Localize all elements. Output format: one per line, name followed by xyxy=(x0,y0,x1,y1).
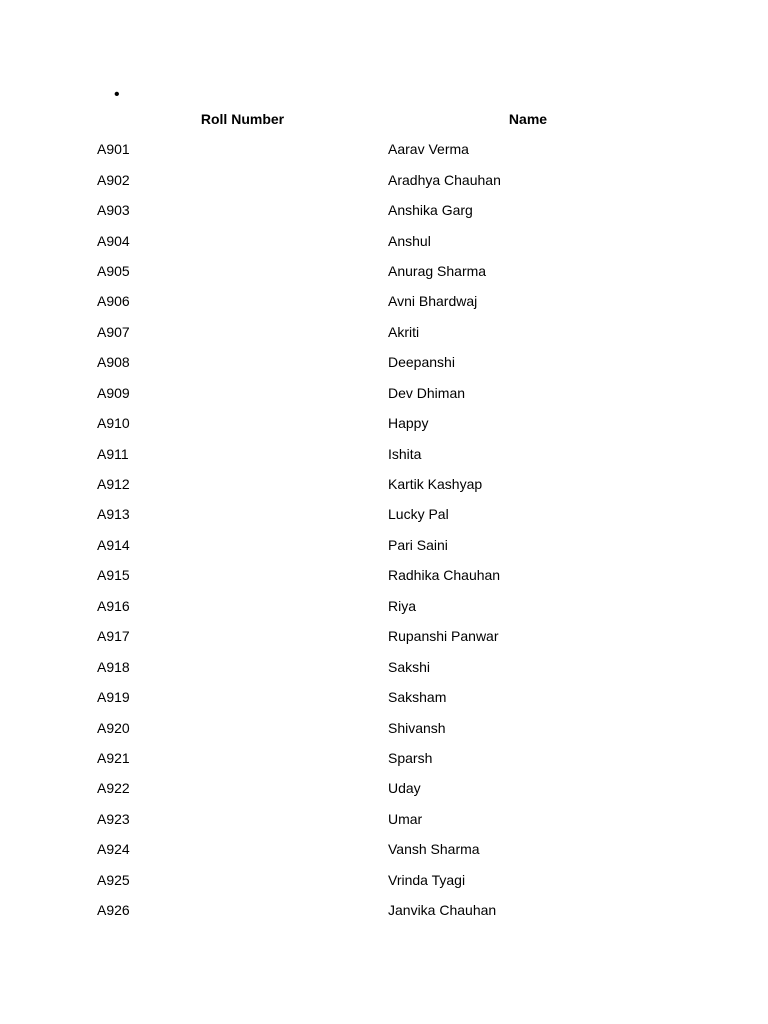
roll-number-cell: A912 xyxy=(97,476,130,493)
roll-number-cell: A907 xyxy=(97,323,130,340)
table-row xyxy=(97,378,668,408)
roll-number-cell: A924 xyxy=(97,841,130,858)
roll-number-cell: A914 xyxy=(97,536,130,553)
name-cell: Sakshi xyxy=(388,658,431,675)
name-cell: Anurag Sharma xyxy=(388,262,487,279)
roll-number-header: Roll Number xyxy=(200,110,285,127)
table-row xyxy=(97,225,668,255)
table-row xyxy=(97,347,668,377)
table-row xyxy=(97,469,668,499)
name-cell: Avni Bhardwaj xyxy=(388,293,478,310)
roster-table xyxy=(97,103,668,925)
name-cell: Uday xyxy=(388,780,421,797)
roll-number-cell: A920 xyxy=(97,719,130,736)
roll-number-cell: A923 xyxy=(97,810,130,827)
table-row xyxy=(97,530,668,560)
roll-number-cell: A908 xyxy=(97,354,130,371)
name-cell: Sparsh xyxy=(388,749,433,766)
table-row xyxy=(97,895,668,925)
roll-number-cell: A904 xyxy=(97,232,130,249)
table-row xyxy=(97,712,668,742)
roll-number-cell: A905 xyxy=(97,262,130,279)
roll-number-cell: A918 xyxy=(97,658,130,675)
roll-number-cell: A901 xyxy=(97,141,130,158)
table-row xyxy=(97,591,668,621)
table-row xyxy=(97,682,668,712)
roll-number-cell: A911 xyxy=(97,445,129,462)
table-row xyxy=(97,804,668,834)
name-cell: Akriti xyxy=(388,323,420,340)
roll-number-cell: A919 xyxy=(97,689,130,706)
name-cell: Shivansh xyxy=(388,719,446,736)
table-row xyxy=(97,865,668,895)
roll-number-cell: A902 xyxy=(97,171,130,188)
roll-number-cell: A916 xyxy=(97,597,130,614)
table-row xyxy=(97,164,668,194)
name-cell: Vansh Sharma xyxy=(388,841,480,858)
table-row xyxy=(97,438,668,468)
name-cell: Happy xyxy=(388,415,429,432)
name-cell: Aarav Verma xyxy=(388,141,469,158)
name-cell: Saksham xyxy=(388,689,447,706)
roll-number-cell: A926 xyxy=(97,902,130,919)
roll-number-cell: A906 xyxy=(97,293,130,310)
name-cell: Ishita xyxy=(388,445,422,462)
table-row xyxy=(97,317,668,347)
name-cell: Riya xyxy=(388,597,417,614)
table-row xyxy=(97,560,668,590)
table-row xyxy=(97,134,668,164)
table-row xyxy=(97,743,668,773)
roll-number-cell: A913 xyxy=(97,506,130,523)
name-cell: Aradhya Chauhan xyxy=(388,171,501,188)
name-cell: Anshika Garg xyxy=(388,202,473,219)
roll-number-cell: A903 xyxy=(97,202,130,219)
table-header-row xyxy=(97,103,668,134)
table-row xyxy=(97,651,668,681)
table-row xyxy=(97,256,668,286)
table-row xyxy=(97,834,668,864)
name-cell: Dev Dhiman xyxy=(388,384,466,401)
table-body xyxy=(97,134,668,925)
name-cell: Kartik Kashyap xyxy=(388,476,483,493)
roll-number-cell: A917 xyxy=(97,628,130,645)
table-row xyxy=(97,408,668,438)
list-bullet: • xyxy=(114,86,120,103)
roll-number-cell: A910 xyxy=(97,415,130,432)
roll-number-cell: A909 xyxy=(97,384,130,401)
name-cell: Deepanshi xyxy=(388,354,455,371)
table-row xyxy=(97,499,668,529)
name-cell: Pari Saini xyxy=(388,536,448,553)
roll-number-cell: A925 xyxy=(97,871,130,888)
name-cell: Vrinda Tyagi xyxy=(388,871,466,888)
name-cell: Rupanshi Panwar xyxy=(388,628,499,645)
roll-number-cell: A922 xyxy=(97,780,130,797)
name-header: Name xyxy=(508,110,548,127)
roll-number-cell: A915 xyxy=(97,567,130,584)
table-row xyxy=(97,621,668,651)
name-cell: Radhika Chauhan xyxy=(388,567,501,584)
table-row xyxy=(97,286,668,316)
name-cell: Lucky Pal xyxy=(388,506,449,523)
table-row xyxy=(97,773,668,803)
table-row xyxy=(97,195,668,225)
name-cell: Umar xyxy=(388,810,423,827)
roll-number-cell: A921 xyxy=(97,749,130,766)
name-cell: Janvika Chauhan xyxy=(388,902,497,919)
name-cell: Anshul xyxy=(388,232,431,249)
